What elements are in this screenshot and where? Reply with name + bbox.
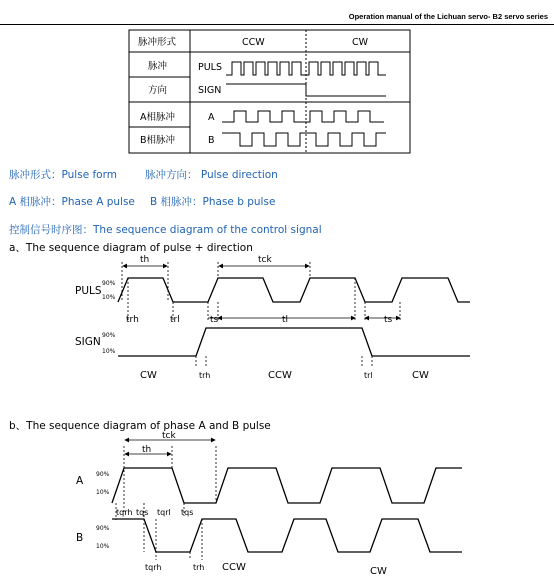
signal-label-puls: PULS [198, 62, 223, 73]
pulse-form-table [0, 0, 554, 160]
legend-sequence-control: 控制信号时序图：The sequence diagram of the control signal [9, 224, 322, 236]
label-tqs-2: tqs [181, 508, 194, 517]
level-10-b: 10% [96, 543, 110, 550]
label-tck: tck [162, 431, 176, 441]
label-ts-2: ts [384, 315, 393, 325]
label-trh: trh [126, 315, 139, 325]
level-90-b: 90% [96, 525, 110, 532]
label-trh: trh [193, 563, 205, 572]
section-b-title: b、The sequence diagram of phase A and B pulse [9, 420, 271, 432]
direction-cw-1: CW [140, 370, 157, 381]
signal-label-sign: SIGN [75, 336, 101, 348]
level-10-a: 10% [96, 489, 110, 496]
label-tck: tck [258, 255, 272, 265]
table-header-pulse-form: 脉冲形式 [138, 37, 177, 48]
label-tqrh: tqrh [116, 508, 133, 517]
row-label-pulse: 脉冲 [148, 61, 168, 72]
signal-label-a: A [208, 112, 215, 123]
direction-ccw: CCW [268, 370, 292, 381]
level-90-a: 90% [96, 471, 110, 478]
label-ts: ts [210, 315, 219, 325]
label-tqrl: tqrl [157, 508, 171, 517]
label-trl-sign: trl [364, 371, 373, 380]
signal-label-b: B [208, 135, 215, 146]
section-a-title: a、The sequence diagram of pulse + direction [9, 242, 253, 254]
label-tqs: tqs [136, 508, 149, 517]
row-label-phase-a: A相脉冲 [140, 112, 175, 123]
label-tl: tl [282, 315, 289, 325]
table-header-ccw: CCW [242, 37, 265, 48]
label-th: th [140, 255, 150, 265]
signal-label-a: A [76, 475, 84, 487]
table-header-cw: CW [352, 37, 369, 48]
direction-ccw: CCW [222, 562, 246, 573]
pulse-direction-timing-diagram [0, 250, 554, 385]
page-header: Operation manual of the Lichuan servo- B2 servo series [348, 12, 548, 21]
direction-cw-2: CW [412, 370, 429, 381]
level-10-sign: 10% [102, 348, 116, 355]
legend-phase-b: B 相脉冲：Phase b pulse [150, 196, 276, 208]
phase-ab-timing-diagram [0, 428, 554, 586]
label-trl: trl [170, 315, 180, 325]
label-trh-sign: trh [199, 371, 211, 380]
label-th: th [142, 445, 152, 455]
legend-pulse-direction: 脉冲方向： Pulse direction [145, 169, 278, 181]
legend-phase-a: A 相脉冲：Phase A pulse [9, 196, 135, 208]
legend-pulse-form: 脉冲形式：Pulse form [9, 169, 117, 181]
signal-label-sign: SIGN [198, 85, 222, 96]
level-10: 10% [102, 294, 116, 301]
signal-label-puls: PULS [75, 285, 102, 297]
row-label-direction: 方向 [148, 85, 168, 96]
level-90: 90% [102, 280, 116, 287]
label-tqrh-2: tqrh [145, 563, 162, 572]
signal-label-b: B [76, 532, 84, 544]
level-90-sign: 90% [102, 332, 116, 339]
row-label-phase-b: B相脉冲 [140, 135, 176, 146]
direction-cw: CW [370, 566, 387, 577]
